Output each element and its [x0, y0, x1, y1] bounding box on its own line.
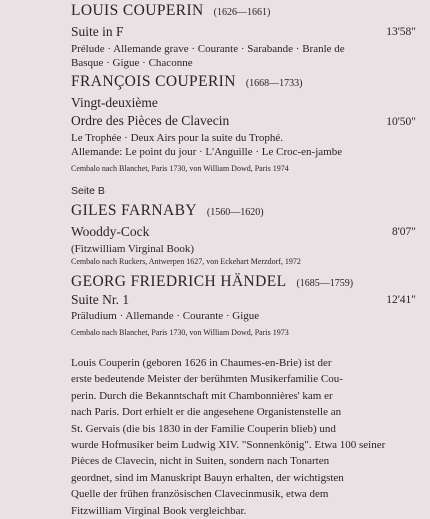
movement-list: Präludium · Allemande · Courante · Gigue — [71, 310, 260, 322]
composer-dates: (1685—1759) — [296, 278, 354, 289]
composer-heading-giles-farnaby — [71, 202, 264, 220]
movement-list-line: Le Trophée · Deux Airs pour la suite du Trophé. — [71, 132, 284, 144]
biography-line: Louis Couperin (geboren 1626 in Chaumes-en-Brie) ist der — [71, 357, 332, 369]
instrument-credit: Cembalo nach Blanchet, Paris 1730, von William Dowd, Paris 1973 — [71, 328, 289, 337]
biography-line: Pièces de Clavecin, nicht in Suiten, sondern nach Tonarten — [71, 455, 330, 468]
biography-line: nach Paris. Dort erhielt er die angesehene Organistenstelle an — [71, 406, 342, 419]
biography-line: wurde Hofmusiker beim Ludwig XIV. "Sonnenkönig". Etwa 100 seiner — [71, 439, 386, 452]
composer-name: LOUIS COUPERIN — [71, 2, 204, 19]
composer-heading-haendel — [71, 273, 353, 291]
movement-list-line: Allemande: Le point du jour · L'Anguille · Le Croc-en-jambe — [71, 146, 343, 158]
biography-line: St. Gervais (die bis 1830 in der Familie Couperin blieb) und — [71, 422, 336, 435]
side-label: Seite B — [71, 185, 105, 197]
work-duration: 10'50" — [386, 116, 416, 128]
work-duration: 8'07" — [391, 226, 416, 238]
movement-list-line: Basque · Gigue · Chaconne — [71, 57, 193, 69]
composer-heading-francois-couperin — [71, 73, 303, 91]
biography-text — [71, 355, 419, 519]
biography-line: Fitzwilliam Virginal Book vergleichbar. — [71, 504, 247, 517]
movement-list-line: Prélude · Allemande grave · Courante · Sarabande · Branle de — [71, 43, 345, 55]
composer-dates: (1626—1661) — [213, 7, 271, 18]
biography-line: erste bedeutende Meister der berühmten Musikerfamilie Cou- — [71, 373, 343, 386]
biography-line: Quelle der frühen französischen Clavecinmusik, etwa dem — [71, 488, 329, 501]
instrument-credit: Cembalo nach Ruckers, Antwerpen 1627, von Eckehart Merzdorf, 1972 — [71, 257, 301, 266]
biography-line: perin. Durch die Bekanntschaft mit Chambonnières' kam er — [71, 389, 333, 402]
biography-line: geordnet, sind im Manuskript Bauyn erhalten, der wichtigsten — [71, 471, 344, 484]
composer-dates: (1668—1733) — [245, 78, 303, 89]
composer-heading-louis-couperin — [71, 2, 270, 20]
work-title: Suite Nr. 1 — [71, 292, 130, 307]
work-title: Ordre des Pièces de Clavecin — [71, 113, 230, 128]
work-title: Wooddy-Cock — [71, 224, 150, 239]
work-duration: 12'41" — [386, 294, 416, 306]
composer-name: FRANÇOIS COUPERIN — [71, 73, 236, 90]
work-duration: 13'58" — [386, 26, 416, 38]
composer-name: GILES FARNABY — [71, 202, 197, 219]
composer-dates: (1560—1620) — [206, 207, 264, 218]
composer-name: GEORG FRIEDRICH HÄNDEL — [71, 273, 287, 290]
instrument-credit: Cembalo nach Blanchet, Paris 1730, von William Dowd, Paris 1974 — [71, 164, 289, 173]
work-title: Suite in F — [71, 24, 124, 39]
source-note: (Fitzwilliam Virginal Book) — [71, 243, 194, 255]
work-title: Vingt-deuxième — [71, 95, 158, 110]
